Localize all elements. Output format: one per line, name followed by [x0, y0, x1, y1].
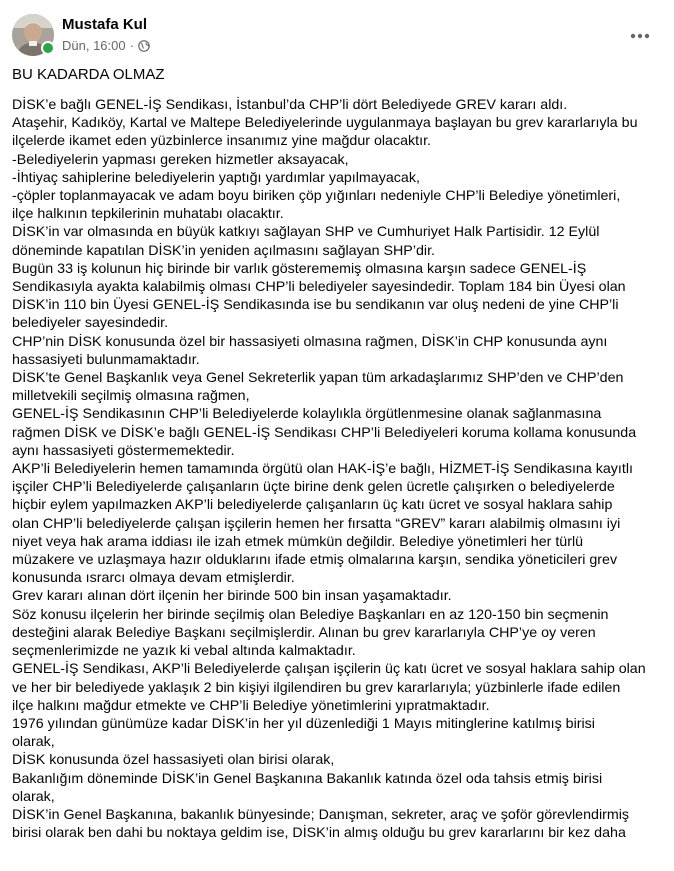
- post-text-line: aynı hassasiyeti göstermemektedir.: [12, 442, 235, 459]
- online-status-indicator: [41, 41, 55, 55]
- author-name[interactable]: Mustafa Kul: [62, 16, 148, 33]
- post-text-line: Bugün 33 iş kolunun hiç birinde bir varlık gösterememiş olmasına karşın sadece GENEL-İŞ: [12, 260, 587, 277]
- post-text-line: ilçe halkını mağdur etmekte ve CHP’li Belediye yönetimlerini yıpratmaktadır.: [12, 697, 490, 714]
- post-text-line: birisi olarak ben dahi bu noktaya geldim ise, DİSK’in almış olduğu bu grev kararlarını bir kez daha: [12, 825, 626, 842]
- post-text-line: niyet veya hak arama iddiası ile izah etmek mümkün değildir. Belediye yönetimleri her türlü: [12, 533, 584, 550]
- post-text-line: -İhtiyaç sahiplerine belediyelerin yaptığı yardımlar yapılmayacak,: [12, 169, 420, 186]
- post-text-line: rağmen DİSK ve DİSK’e bağlı GENEL-İŞ Sendikası CHP’li Belediyeleri koruma kollama konusunda: [12, 424, 637, 441]
- post-text-line: hiçbir eylem yapılmazken AKP’li belediyelerde çalışanların üç katı ücret ve sosyal haklara sahip: [12, 497, 613, 514]
- post-text-line: işçiler CHP’li Belediyelerde çalışanların üçte birine denk gelen ücretle çalışırken o belediyelerde: [12, 479, 615, 496]
- post-text-line: DİSK’te Genel Başkanlık veya Genel Sekreterlik yapan tüm arkadaşlarımız SHP’den ve CHP’den: [12, 370, 624, 387]
- post-text-line: -çöpler toplanmayacak ve adam boyu biriken çöp yığınları nedeniyle CHP’li Belediye yönetimleri,: [12, 188, 621, 205]
- post-text-line: CHP’nin DİSK konusunda özel bir hassasiyeti olmasına rağmen, DİSK’in CHP konusunda aynı: [12, 333, 608, 350]
- post-text-line: olarak,: [12, 734, 55, 751]
- post-text-line: ve her bir belediyede yaklaşık 2 bin kişiyi ilgilendiren bu grev kararlarıyla; yüzbinlerle ifade edilen: [12, 679, 621, 696]
- more-options-icon: [630, 33, 650, 39]
- post-text-line: GENEL-İŞ Sendikasının CHP’li Belediyelerde kolaylıkla örgütlenmesine olanak sağlanmasına: [12, 406, 602, 423]
- post-text-line: konusunda ısrarcı olmaya devam etmişlerdir.: [12, 570, 295, 587]
- post-text-line: desteğini alarak Belediye Başkanı seçilmişlerdir. Alınan bu grev kararlarıyla CHP’ye oy veren: [12, 624, 596, 641]
- post-text-line: Sendikasıyla ayakta kalabilmiş olması CHP’li belediyeler sayesindedir. Toplam 184 bin Üyesi olan: [12, 279, 626, 296]
- post-text-line: DİSK’in 110 bin Üyesi GENEL-İŞ Sendikasında ise bu sendikanın var oluş nedeni de yine CHP’li: [12, 297, 619, 314]
- post-text-line: olan CHP’li belediyelerde çalışan işçilerin hemen her fırsatta “GREV” kararı alabilmiş olmasını iyi: [12, 515, 621, 532]
- post-text-line: DİSK’in Genel Başkanına, bakanlık bünyesinde; Danışman, sekreter, araç ve şoför görevlendirmiş: [12, 806, 630, 823]
- post-text-line: -Belediyelerin yapması gereken hizmetler aksayacak,: [12, 151, 349, 168]
- post-text-line: Söz konusu ilçelerin her birinde seçilmiş olan Belediye Başkanları en az 120-150 bin seçmenin: [12, 606, 609, 623]
- post-text-line: milletvekili seçilmiş olmasına rağmen,: [12, 388, 250, 405]
- post-timestamp[interactable]: Dün, 16:00: [62, 38, 126, 53]
- post-content: [12, 66, 668, 842]
- post-text-line: DİSK’in var olmasında en büyük katkıyı sağlayan SHP ve Cumhuriyet Halk Partisidir. 12 Eylül: [12, 224, 600, 241]
- post-text-line: AKP’li Belediyelerin hemen tamamında örgütü olan HAK-İŞ’e bağlı, HİZMET-İŞ Sendikasına kayıtlı: [12, 461, 633, 478]
- post-text-line: hassasiyeti bulunmamaktadır.: [12, 351, 200, 368]
- post-text-line: döneminde kapatılan DİSK’in yeniden açılmasını sağlayan SHP’dir.: [12, 242, 435, 259]
- post-text-line: DİSK konusunda özel hassasiyeti olan birisi olarak,: [12, 752, 335, 769]
- post-text-line: Ataşehir, Kadıköy, Kartal ve Maltepe Belediyelerinde uygulanmaya başlayan bu grev kararlarıyla bu: [12, 115, 638, 132]
- author-avatar[interactable]: [12, 14, 54, 56]
- post-text-line: müzakere ve uzlaşmaya hazır olduklarını ifade etmiş olmalarına karşın, sendika yöneticileri grev: [12, 552, 618, 569]
- post-body: [12, 96, 668, 842]
- meta-separator: ·: [129, 38, 134, 53]
- post-text-line: Bakanlığım döneminde DİSK’in Genel Başkanına Bakanlık katında özel oda tahsis etmiş birisi: [12, 770, 603, 787]
- post-header: [12, 14, 662, 56]
- post-text-line: ilçelerde ikamet eden yüzbinlerce insanımız yine mağdur olacaktır.: [12, 133, 431, 150]
- post-text-line: belediyeler sayesindedir.: [12, 315, 169, 332]
- post-text-line: seçmenlerimizde ne yazık ki vebal altında kalmaktadır.: [12, 643, 356, 660]
- post-text-line: ilçe halkının tepkilerinin muhatabı olacaktır.: [12, 206, 284, 223]
- post-text-line: olarak,: [12, 788, 55, 805]
- post-text-line: Grev kararı alınan dört ilçenin her birinde 500 bin insan yaşamaktadır.: [12, 588, 452, 605]
- more-options-button[interactable]: [624, 20, 656, 52]
- post-text-line: DİSK’e bağlı GENEL-İŞ Sendikası, İstanbul’da CHP’li dört Belediyede GREV kararı aldı.: [12, 97, 568, 113]
- globe-icon[interactable]: [138, 40, 150, 52]
- post-title: BU KADARDA OLMAZ: [12, 66, 165, 83]
- post-text-line: GENEL-İŞ Sendikası, AKP’li Belediyelerde çalışan işçilerin üç katı ücret ve sosyal haklara sahip olan: [12, 661, 646, 678]
- post-meta: [62, 38, 150, 53]
- post-text-line: 1976 yılından günümüze kadar DİSK’in her yıl düzenlediği 1 Mayıs mitinglerine katılmış birisi: [12, 715, 595, 732]
